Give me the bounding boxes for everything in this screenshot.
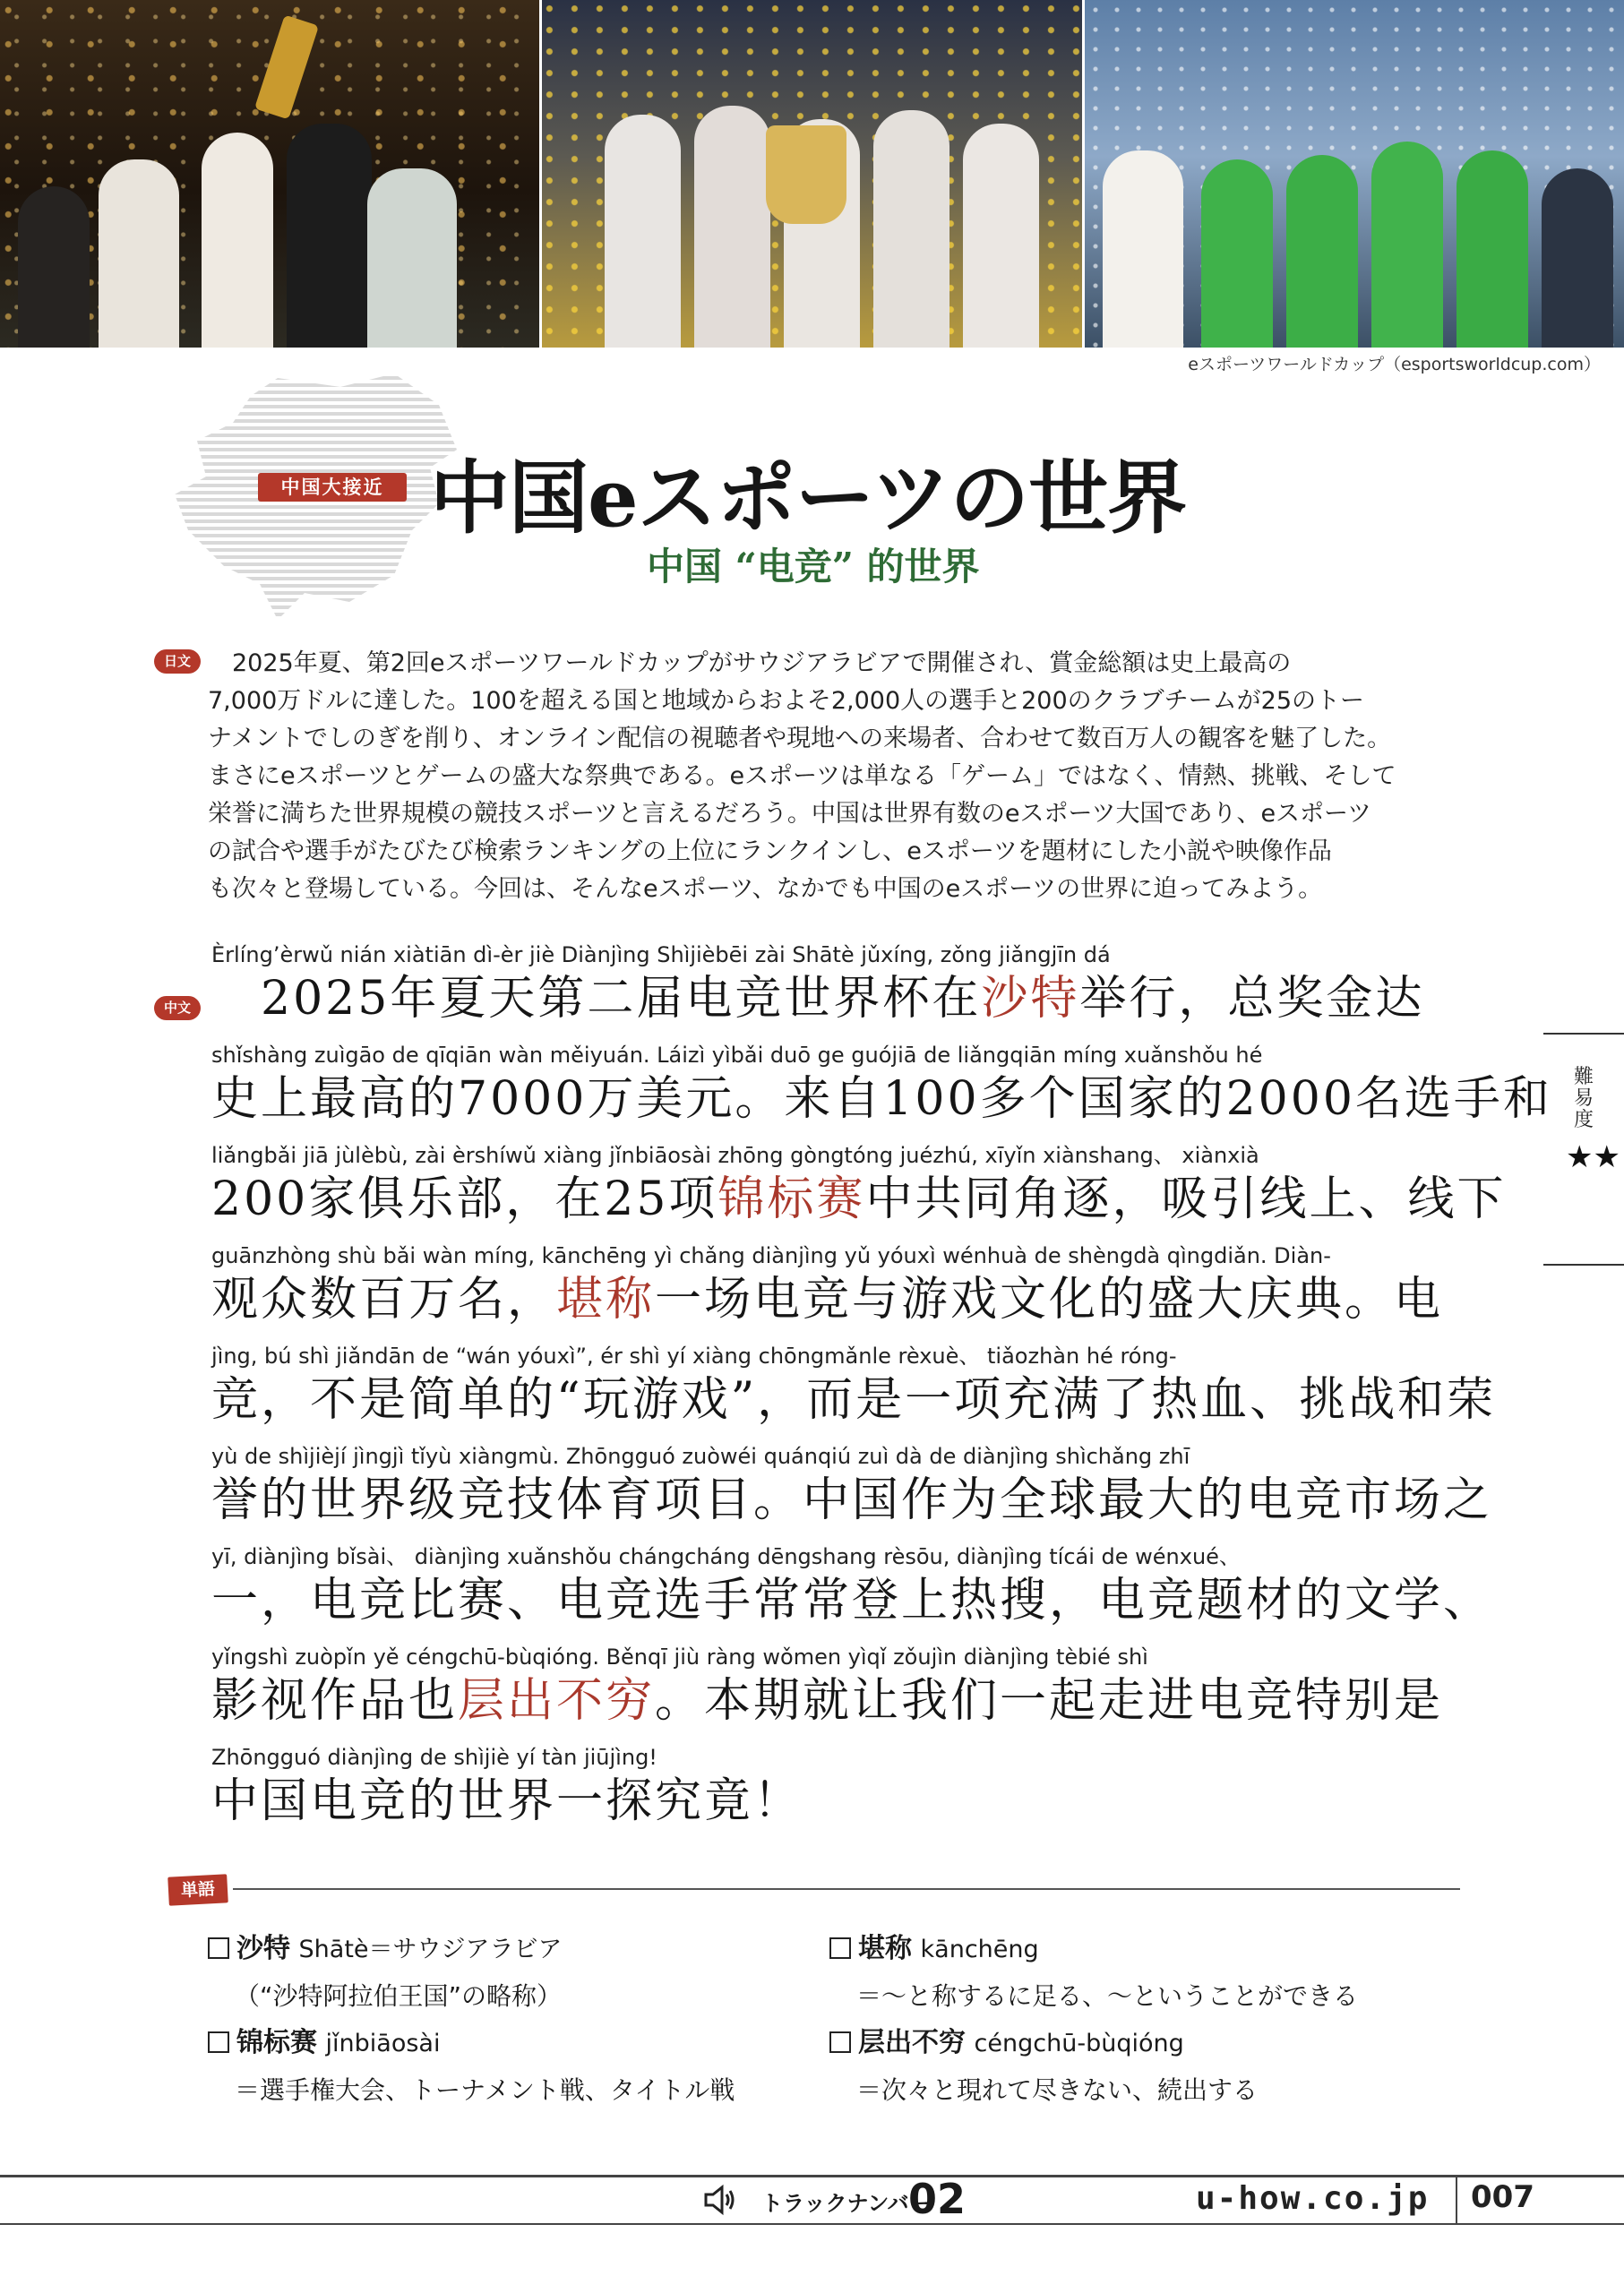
- difficulty-stars: ★★: [1566, 1139, 1620, 1175]
- hanzi-line: 2025年夏天第二届电竞世界杯在沙特举行，总奖金达: [211, 972, 1425, 1026]
- vocab-divider: [233, 1888, 1460, 1890]
- chinese-line: [211, 1141, 1507, 1241]
- vocab-item: 堪称 kānchēng: [829, 1926, 1358, 1973]
- difficulty-label: 難易度: [1573, 1066, 1594, 1131]
- footer-rule-bottom: [0, 2223, 1624, 2225]
- hanzi-line: 中国电竞的世界一探究竟！: [211, 1774, 803, 1828]
- photo-team-red: [539, 0, 1081, 348]
- pinyin-line: liǎngbǎi jiā jùlèbù, zài èrshíwǔ xiàng jǐnbiāosài zhōng gòngtóng juézhú, xīyǐn xiànshang、 xiànxià: [211, 1143, 1259, 1168]
- vocab-badge: 単語: [168, 1874, 228, 1905]
- hanzi-line: 200家俱乐部，在25项锦标赛中共同角逐，吸引线上、线下: [211, 1172, 1507, 1226]
- chinese-line: [211, 1743, 1456, 1843]
- chinese-line: [211, 1643, 1456, 1743]
- chinese-line: [211, 1442, 1493, 1542]
- vocab-item: 层出不穷 céngchū-bùqióng: [829, 2020, 1358, 2067]
- page-number: 007: [1471, 2179, 1534, 2215]
- pinyin-line: yǐngshì zuòpǐn yě céngchū-bùqióng. Běnqī jiù ràng wǒmen yìqǐ zǒujìn diànjìng tèbié shì: [211, 1645, 1148, 1670]
- hanzi-line: 竞，不是简单的“玩游戏”，而是一项充满了热血、挑战和荣: [211, 1373, 1497, 1427]
- chinese-line: [211, 940, 1456, 1041]
- page-subtitle: 中国 “电竞” 的世界: [647, 545, 980, 588]
- page-title: 中国eスポーツの世界: [430, 451, 1187, 545]
- pinyin-line: Zhōngguó diànjìng de shìjiè yí tàn jiūjìng!: [211, 1745, 657, 1770]
- pinyin-line: guānzhòng shù bǎi wàn míng, kānchēng yì chǎng diànjìng yǔ yóuxì wénhuà de shèngdà qìngdiǎn. Diàn-: [211, 1243, 1331, 1268]
- vocab-item: 锦标赛 jǐnbiāosài: [208, 2020, 735, 2067]
- vocab-definition: ＝選手権大会、トーナメント戦、タイトル戦: [235, 2075, 735, 2105]
- figure: [1286, 155, 1358, 348]
- speaker-icon: [702, 2182, 738, 2218]
- checkbox-icon: [829, 1937, 851, 1959]
- figure: [1103, 150, 1183, 348]
- japanese-line: 栄誉に満ちた世界規模の競技スポーツと言えるだろう。中国は世界有数のeスポーツ大国であり、eスポーツ: [208, 800, 1371, 828]
- figure: [1371, 142, 1443, 348]
- pinyin-line: yī, diànjìng bǐsài、 diànjìng xuǎnshǒu chángcháng dēngshang rèsōu, diànjìng tícái de wénxué、: [211, 1544, 1241, 1569]
- chinese-line: [211, 1241, 1456, 1342]
- figure: [202, 133, 273, 348]
- checkbox-icon: [829, 2031, 851, 2053]
- hanzi-line: 观众数百万名，堪称一场电竞与游戏文化的盛大庆典。电: [211, 1273, 1444, 1327]
- photo-team-green: [1082, 0, 1624, 348]
- figure: [963, 124, 1039, 348]
- photo-trophy-celebration: [0, 0, 539, 348]
- vocab-item: 沙特 Shātè＝サウジアラビア: [208, 1926, 735, 1973]
- vocab-highlight: 层出不穷: [458, 1674, 656, 1728]
- japanese-line: の試合や選手がたびたび検索ランキングの上位にランクインし、eスポーツを題材にした小説や映像作品: [208, 837, 1332, 865]
- vocab-definition: （“沙特阿拉伯王国”の略称）: [235, 1981, 563, 2011]
- figure: [1201, 159, 1273, 348]
- chinese-line: [211, 1342, 1497, 1442]
- chinese-paragraph: [211, 940, 1552, 1843]
- photo-strip: [0, 0, 1624, 348]
- japanese-paragraph: [208, 645, 1460, 908]
- hanzi-line: 一，电竞比赛、电竞选手常常登上热搜，电竞题材的文学、: [211, 1574, 1493, 1627]
- trophy: [766, 125, 846, 224]
- figure: [605, 115, 681, 348]
- page-divider: [1456, 2175, 1457, 2223]
- photo-credit: eスポーツワールドカップ（esportsworldcup.com）: [1188, 355, 1601, 374]
- japanese-line: 7,000万ドルに達した。100を超える国と地域からおよそ2,000人の選手と200のクラブチームが25のトー: [208, 687, 1365, 715]
- pinyin-line: jìng, bú shì jiǎndān de “wán yóuxì”, ér shì yí xiàng chōngmǎnle rèxuè、 tiǎozhàn hé róng-: [211, 1344, 1177, 1369]
- figure: [694, 106, 770, 348]
- pinyin-line: yù de shìjièjí jìngjì tǐyù xiàngmù. Zhōngguó zuòwéi quánqiú zuì dà de diànjìng shìchǎng zhī: [211, 1444, 1190, 1469]
- vocab-highlight: 锦标赛: [717, 1172, 866, 1226]
- vocab-definition: ＝次々と現れて尽きない、続出する: [856, 2075, 1259, 2105]
- figure: [18, 186, 90, 348]
- japanese-tag: 日文: [154, 649, 201, 674]
- checkbox-icon: [208, 2031, 229, 2053]
- figure: [1456, 150, 1528, 348]
- vocab-definition: ＝～と称するに足る、～ということができる: [856, 1981, 1359, 2011]
- footer-rule-top: [0, 2175, 1624, 2177]
- vocab-column-right: [829, 1926, 1358, 2114]
- vocab-highlight: 堪称: [556, 1273, 656, 1327]
- figure: [1542, 168, 1613, 348]
- hanzi-line: 史上最高的7000万美元。来自100多个国家的2000名选手和: [211, 1072, 1552, 1126]
- track-number: 02: [908, 2175, 967, 2223]
- checkbox-icon: [208, 1937, 229, 1959]
- figure: [367, 168, 457, 348]
- chinese-tag: 中文: [154, 996, 201, 1020]
- track-label: トラックナンバー: [761, 2191, 931, 2216]
- chinese-line: [211, 1041, 1552, 1141]
- hanzi-line: 影视作品也层出不穷。本期就让我们一起走进电竞特别是: [211, 1674, 1444, 1728]
- pinyin-line: Èrlíng’èrwǔ nián xiàtiān dì-èr jiè Diànjìng Shìjièbēi zài Shātè jǔxíng, zǒng jiǎngjīn dá: [211, 942, 1111, 967]
- china-map-graphic: [170, 369, 466, 638]
- pinyin-line: shǐshàng zuìgāo de qīqiān wàn měiyuán. Láizì yìbǎi duō ge guójiā de liǎngqiān míng xuǎnshǒu hé: [211, 1043, 1263, 1068]
- vocab-column-left: [208, 1926, 735, 2114]
- japanese-line: も次々と登場している。今回は、そんなeスポーツ、なかでも中国のeスポーツの世界に迫ってみよう。: [208, 875, 1323, 903]
- japanese-line: ナメントでしのぎを削り、オンライン配信の視聴者や現地への来場者、合わせて数百万人の観客を魅了した。: [208, 725, 1392, 752]
- hanzi-line: 誉的世界级竞技体育项目。中国作为全球最大的电竞市场之: [211, 1473, 1493, 1527]
- vocab-highlight: 沙特: [981, 972, 1080, 1026]
- series-badge: 中国大接近: [258, 473, 407, 502]
- figure: [99, 159, 179, 348]
- chinese-line: [211, 1542, 1493, 1643]
- japanese-line: まさにeスポーツとゲームの盛大な祭典である。eスポーツは単なる「ゲーム」ではなく、情熱、挑戦、そして: [208, 762, 1396, 790]
- trophy: [254, 15, 319, 120]
- difficulty-indicator: [1543, 1033, 1624, 1266]
- japanese-line: 2025年夏、第2回eスポーツワールドカップがサウジアラビアで開催され、賞金総額は史上最高の: [208, 649, 1292, 677]
- figure: [287, 124, 372, 348]
- site-url: u-how.co.jp: [1196, 2180, 1430, 2217]
- figure: [873, 110, 949, 348]
